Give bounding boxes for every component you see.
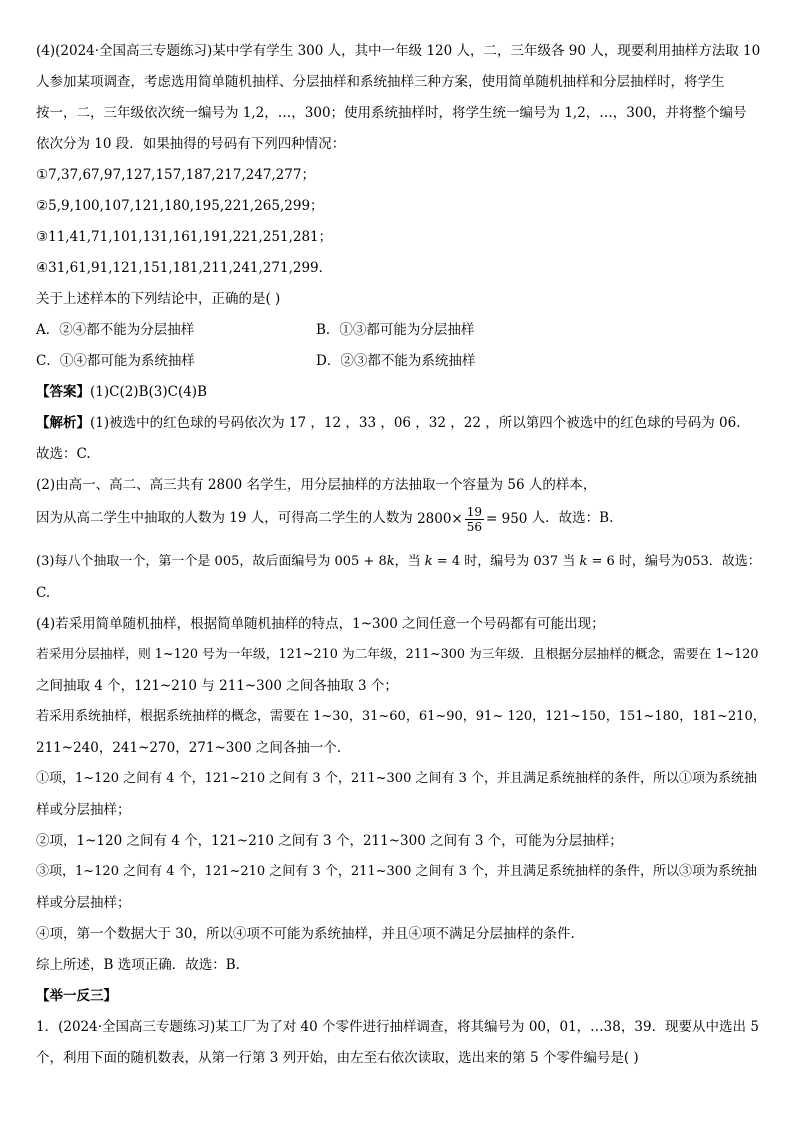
q4-line-3: 按一，二，三年级依次统一编号为 1,2，…，300；使用系统抽样时，将学生统一编号为 1,2，…，300，并将整个编号 (36, 105, 747, 121)
formula-variable-k-3: k (579, 554, 588, 569)
analysis-p4-line-1: (4)若采用简单随机抽样，根据简单随机抽样的特点，1~300 之间任意一个号码都有可能出现； (36, 616, 605, 632)
analysis-line-1 (36, 413, 750, 433)
analysis-p4-line-5: 211~240，241~270，271~300 之间各抽一个． (36, 740, 351, 756)
formula-k-equals-6: = 6 (587, 554, 615, 569)
q4-case-1: ①7,37,67,97,127,157,187,217,247,277； (36, 167, 315, 183)
formula-result: = 950 (486, 510, 528, 527)
analysis-p2-line-2 (36, 501, 613, 536)
practice-q1-line-1: 1．(2024·全国高三专题练习)某工厂为了对 40 个零件进行抽样调查，将其编号为 00，01，…38，39．现要从中选出 5 (36, 1019, 759, 1035)
formula-fraction (465, 505, 484, 534)
fraction-denominator: 56 (466, 519, 483, 534)
analysis-p4-line-2: 若采用分层抽样，则 1~120 号为一年级，121~210 为二年级，211~300 为三年级．且根据分层抽样的概念，需要在 1~120 (36, 647, 759, 662)
q4-line-1: (4)(2024·全国高三专题练习)某中学有学生 300 人，其中一年级 120 人，二，三年级各 90 人，现要利用抽样方法取 10 (36, 43, 761, 59)
formula-times: × (451, 510, 463, 527)
q4-line-4: 依次分为 10 段．如果抽得的号码有下列四种情况： (36, 136, 346, 152)
answer-label: 【答案】 (36, 384, 90, 400)
analysis-p4-line-3: 之间抽取 4 个，121~210 与 211~300 之间各抽取 3 个； (36, 678, 398, 694)
analysis-p4-line-4: 若采用系统抽样，根据系统抽样的概念，需要在 1~30，31~60，61~90，91~ 120，121~150，151~180，181~210， (36, 709, 766, 724)
analysis-p1-conclusion: 故选：C. (36, 446, 91, 462)
analysis-p4-line-6: ①项，1~120 之间有 4 个，121~210 之间有 3 个，211~300 之间有 3 个，并且满足系统抽样的条件，所以①项为系统抽 (36, 771, 758, 786)
q4-question: 关于上述样本的下列结论中，正确的是( ) (36, 291, 281, 307)
q4-case-3: ③11,41,71,101,131,161,191,221,251,281； (36, 229, 333, 245)
formula-variable-k-2: k (424, 554, 433, 569)
option-b: B．①③都可能为分层抽样 (316, 322, 475, 338)
analysis-p3-line-2: C. (36, 585, 51, 601)
analysis-summary: 综上所述，B 选项正确．故选：B. (36, 957, 240, 973)
formula-base: 2800 (417, 510, 452, 527)
analysis-p2-line-1: (2)由高一、高二、高三共有 2800 名学生，用分层抽样的方法抽取一个容量为 56 人的样本， (36, 477, 597, 493)
analysis-p4-line-10: 样或分层抽样； (36, 895, 131, 911)
analysis-p1-text: (1)被选中的红色球的号码依次为 17 ，12 ，33 ，06 ，32 ，22 ，所以第四个被选中的红色球的号码为 06． (90, 415, 750, 431)
option-d: D．②③都不能为系统抽样 (316, 353, 476, 369)
formula-variable-k: k (386, 554, 395, 569)
analysis-p3-text: (3)每八个抽取一个，第一个是 005，故后面编号为 (36, 554, 335, 569)
analysis-p3-text-3: 时，编号为 037 当 (460, 554, 580, 569)
fraction-numerator: 19 (466, 504, 483, 519)
practice-q1-line-2: 个，利用下面的随机数表，从第一行第 3 列开始，由左至右依次读取，选出来的第 5 个零件编号是( ) (36, 1050, 639, 1066)
option-c: C．①④都可能为系统抽样 (36, 353, 195, 369)
analysis-p2-text: 因为从高二学生中抽取的人数为 19 人，可得高二学生的人数为 (36, 510, 418, 526)
q4-line-2: 人参加某项调查，考虑选用简单随机抽样、分层抽样和系统抽样三种方案，使用简单随机抽样和分层抽样时，将学生 (36, 74, 725, 90)
formula-expression: 005 + 8 (334, 554, 387, 569)
q4-case-2: ②5,9,100,107,121,180,195,221,265,299； (36, 198, 324, 214)
analysis-p3-line-1 (36, 552, 761, 572)
analysis-p4-line-7: 样或分层抽样； (36, 802, 131, 818)
analysis-p3-text-4: 时，编号为053．故选： (614, 554, 761, 569)
analysis-p2-conclusion: 人．故选：B. (527, 510, 614, 526)
formula-k-equals-4: = 4 (432, 554, 461, 569)
analysis-label: 【解析】 (36, 415, 90, 431)
analysis-p4-line-11: ④项，第一个数据大于 30，所以④项不可能为系统抽样，并且④项不满足分层抽样的条件. (36, 926, 575, 942)
answer-text: (1)C(2)B(3)C(4)B (90, 384, 207, 400)
q4-case-4: ④31,61,91,121,151,181,211,241,271,299． (36, 260, 333, 276)
answer-line (36, 382, 207, 402)
formula-stratified (417, 502, 527, 536)
practice-heading: 【举一反三】 (36, 988, 117, 1004)
analysis-p4-line-9: ③项，1~120 之间有 4 个，121~210 之间有 3 个，211~300 之间有 3 个，并且满足系统抽样的条件，所以③项为系统抽 (36, 864, 758, 879)
analysis-p3-text-2: ，当 (394, 554, 425, 569)
option-a: A．②④都不能为分层抽样 (36, 322, 195, 338)
analysis-p4-line-8: ②项，1~120 之间有 4 个，121~210 之间有 3 个，211~300 之间有 3 个，可能为分层抽样； (36, 833, 623, 849)
